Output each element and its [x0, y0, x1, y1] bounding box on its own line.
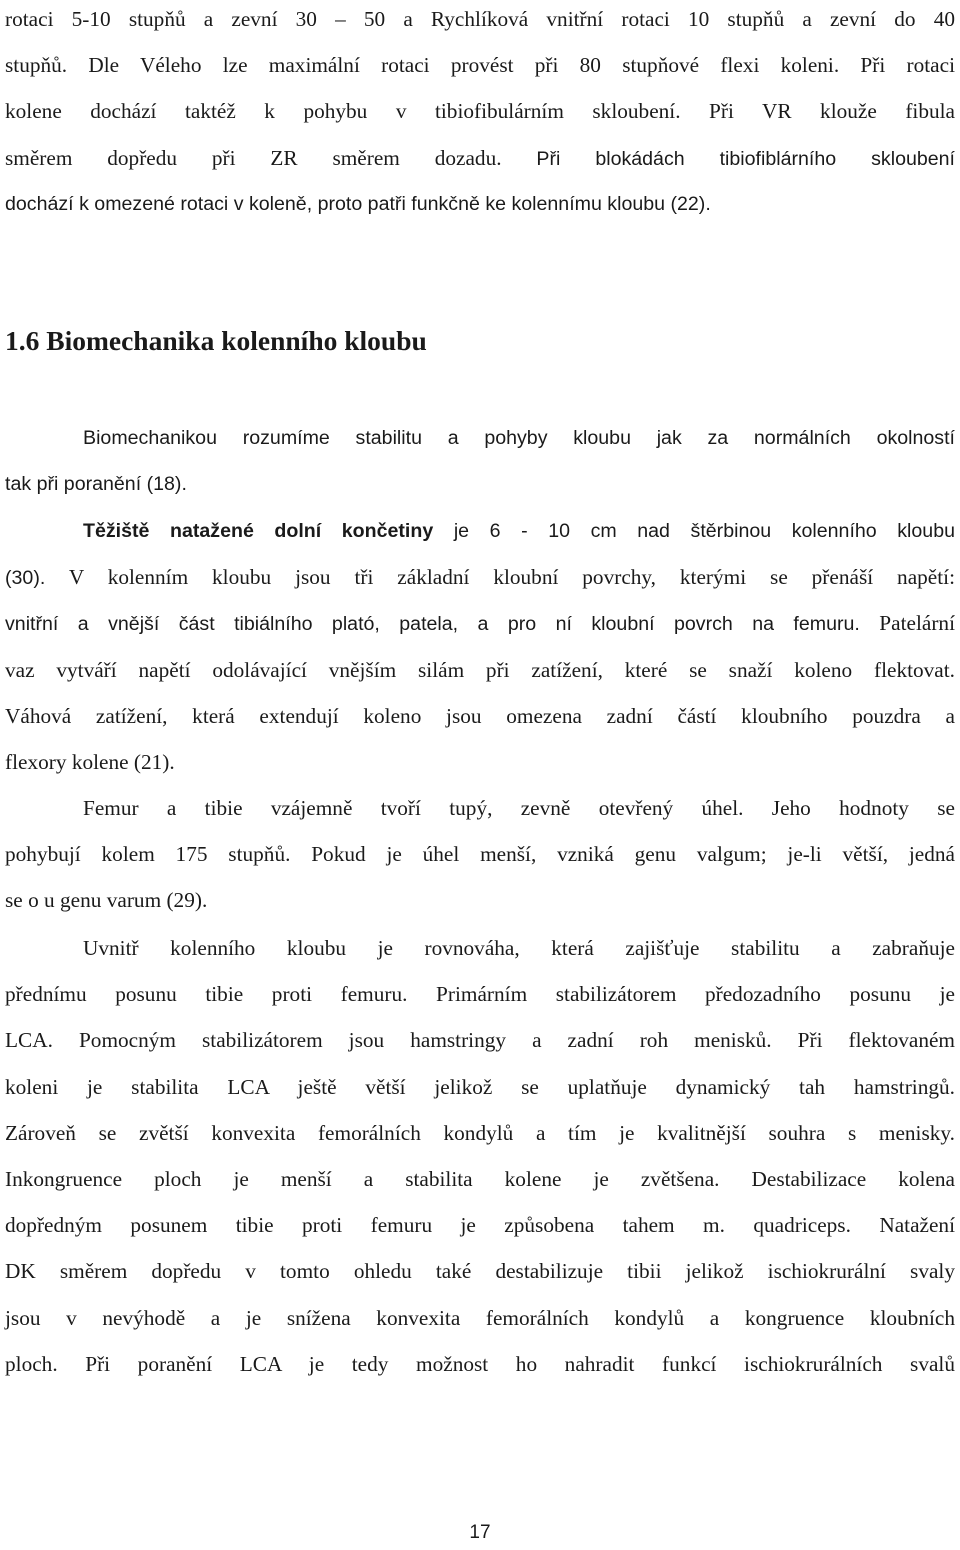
paragraph-knee-stability — [5, 925, 955, 1387]
text-line: jsou v nevýhodě a je snížena konvexita femorálních kondylů a kongruence kloubních — [5, 1305, 955, 1330]
text-line: ploch. Při poranění LCA je tedy možnost ho nahradit funkcí ischiokrurálních svalů — [5, 1351, 955, 1376]
text-line — [5, 554, 955, 600]
text-line: Váhová zatížení, která extendují koleno jsou omezena zadní částí kloubního pouzdra a — [5, 703, 955, 728]
paragraph-femur-tibia — [5, 785, 955, 924]
text-line: DK směrem dopředu v tomto ohledu také destabilizuje tibii jelikož ischiokrurální svaly — [5, 1259, 955, 1284]
text-segment: Při blokádách tibiofiblárního skloubení — [536, 147, 956, 170]
text-segment: (30). — [5, 567, 46, 590]
text-line: flexory kolene (21). — [5, 749, 175, 774]
text-line: Femur a tibie vzájemně tvoří tupý, zevně otevřený úhel. Jeho hodnoty se — [83, 796, 955, 820]
text-line: se o u genu varum (29). — [5, 888, 208, 913]
text-segment: směrem dopředu při ZR směrem dozadu. — [5, 145, 502, 170]
section-heading: 1.6 Biomechanika kolenního kloubu — [5, 325, 427, 356]
text-line: Inkongruence ploch je menší a stabilita kolene je zvětšena. Destabilizace kolena — [5, 1166, 955, 1191]
text-line: dochází k omezené rotaci v koleně, proto patři funkčně ke kolennímu kloubu (22). — [5, 192, 711, 215]
text-line: LCA. Pomocným stabilizátorem jsou hamstringy a zadní roh menisků. Při flektovaném — [5, 1028, 955, 1053]
text-line — [5, 600, 955, 646]
text-line: přednímu posunu tibie proti femuru. Primárním stabilizátorem předozadního posunu je — [5, 982, 955, 1007]
text-line: stupňů. Dle Véleho lze maximální rotaci provést při 80 stupňové flexi koleni. Při rotaci — [5, 53, 955, 78]
text-line: pohybují kolem 175 stupňů. Pokud je úhel menší, vzniká genu valgum; je-li větší, jedná — [5, 842, 955, 867]
text-line: vaz vytváří napětí odolávající vnějším silám při zatížení, které se snaží koleno flektovat. — [5, 657, 955, 682]
text-line: rotaci 5-10 stupňů a zevní 30 – 50 a Rychlíková vnitřní rotaci 10 stupňů a zevní do 40 — [5, 7, 955, 31]
text-line: dopředným posunem tibie proti femuru je způsobena tahem m. quadriceps. Natažení — [5, 1213, 955, 1238]
paragraph-center-of-gravity — [5, 508, 955, 785]
bold-term: Těžiště natažené dolní končetiny — [83, 520, 434, 542]
text-line — [5, 508, 955, 554]
text-line: tak při poranění (18). — [5, 473, 187, 496]
text-line: Zároveň se zvětší konvexita femorálních kondylů a tím je kvalitnější souhra s menisky. — [5, 1120, 955, 1145]
text-line: Uvnitř kolenního kloubu je rovnováha, která zajišťuje stabilitu a zabraňuje — [83, 936, 955, 960]
text-line — [5, 135, 955, 181]
page-number: 17 — [469, 1522, 491, 1543]
text-segment: je 6 - 10 cm nad štěrbinou kolenního kloubu — [453, 520, 955, 542]
text-segment: Patelární — [879, 611, 955, 636]
paragraph-biomechanics — [5, 415, 955, 507]
text-line: koleni je stabilita LCA ještě větší jelikož se uplatňuje dynamický tah hamstringů. — [5, 1074, 955, 1099]
text-line: kolene dochází taktéž k pohybu v tibiofibulárním skloubení. Při VR klouže fibula — [5, 99, 955, 124]
text-segment: V kolenním kloubu jsou tři základní kloubní povrchy, kterými se přenáší napětí: — [68, 565, 955, 590]
text-line: Biomechanikou rozumíme stabilitu a pohyby kloubu jak za normálních okolností — [83, 427, 955, 449]
text-segment: vnitřní a vnější část tibiálního plató, patela, a pro ní kloubní povrch na femuru. — [5, 613, 860, 636]
paragraph-rotation — [5, 0, 955, 227]
